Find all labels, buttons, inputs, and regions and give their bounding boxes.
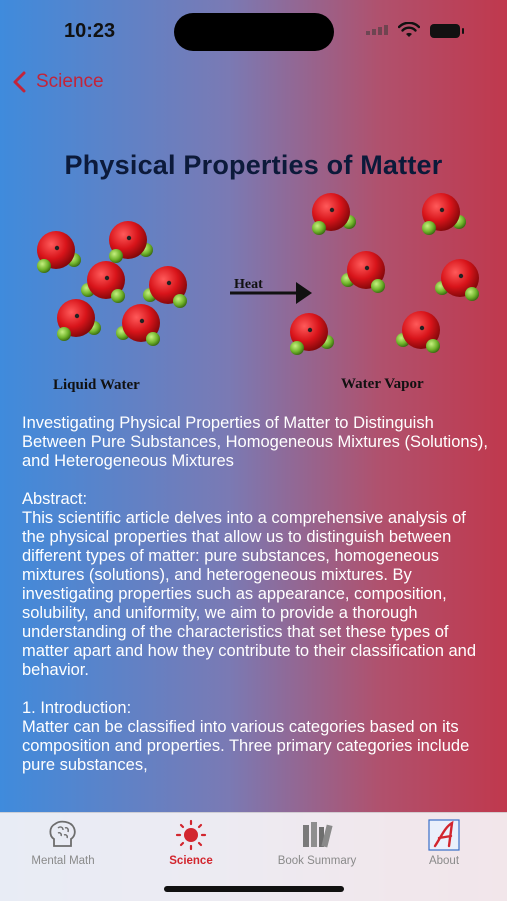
water-molecule	[116, 304, 160, 346]
water-molecule	[422, 193, 466, 235]
hydrogen-atom	[465, 287, 479, 301]
oxygen-label-dot	[420, 326, 424, 330]
oxygen-label-dot	[440, 208, 444, 212]
back-button[interactable]	[10, 68, 104, 96]
oxygen-label-dot	[55, 246, 59, 250]
water-molecule	[81, 261, 125, 303]
status-bar	[0, 0, 507, 60]
battery-icon	[430, 24, 460, 38]
hydrogen-atom	[57, 327, 71, 341]
oxygen-label-dot	[105, 276, 109, 280]
heat-label: Heat	[234, 277, 263, 292]
water-molecule	[435, 259, 479, 301]
home-indicator	[164, 886, 344, 892]
hydrogen-atom	[109, 249, 123, 263]
oxygen-label-dot	[365, 266, 369, 270]
water-phase-illustration	[16, 190, 496, 400]
hydrogen-atom	[422, 221, 436, 235]
water-molecule	[290, 313, 334, 355]
abstract-paragraph: Abstract: This scientific article delves into a comprehensive analysis of the physical properties that allow us to distinguish between different types of matter: pure substances, homogeneous mixtures (solutions), and heterogeneous mixtures. By investigating properties such as appearance, composition, solubility, and uniformity, we aim to provide a thorough understanding of the characteristics that set these types of matter apart and how they contribute to their classification and behavior.	[22, 490, 476, 679]
tab-book-summary[interactable]	[262, 819, 372, 867]
chevron-left-icon	[10, 70, 30, 94]
back-button-label: Science	[36, 71, 104, 92]
books-icon	[300, 819, 334, 851]
water-molecule	[312, 193, 356, 235]
wifi-icon	[398, 22, 420, 38]
brain-icon	[46, 819, 80, 851]
article-heading-paragraph: Investigating Physical Properties of Matter to Distinguish Between Pure Substances, Homogeneous Mixtures (Solutions), and Heterogeneous Mixtures	[22, 414, 488, 470]
tab-mental-math[interactable]	[8, 819, 118, 867]
water-molecules	[37, 193, 479, 355]
tab-science-label: Science	[169, 855, 213, 867]
tab-about-label: About	[428, 855, 460, 867]
cellular-signal-icon	[366, 25, 388, 35]
tab-book-summary-label: Book Summary	[277, 855, 357, 867]
article-body	[22, 414, 490, 794]
water-molecule	[396, 311, 440, 353]
letter-a-icon	[427, 819, 461, 851]
water-molecule	[143, 266, 187, 308]
oxygen-label-dot	[75, 314, 79, 318]
hydrogen-atom	[371, 279, 385, 293]
liquid-water-label: Liquid Water	[53, 377, 140, 393]
page-title: Physical Properties of Matter	[64, 150, 443, 180]
tab-about[interactable]	[389, 819, 499, 867]
hydrogen-atom	[146, 332, 160, 346]
water-molecule	[341, 251, 385, 293]
hydrogen-atom	[290, 341, 304, 355]
water-vapor-label: Water Vapor	[341, 376, 424, 392]
introduction-paragraph: 1. Introduction: Matter can be classified into various categories based on its composition and properties. Three primary categories include pure substances,	[22, 699, 470, 774]
water-molecule	[37, 231, 81, 273]
oxygen-label-dot	[140, 319, 144, 323]
hydrogen-atom	[426, 339, 440, 353]
hydrogen-atom	[37, 259, 51, 273]
water-molecule	[57, 299, 101, 341]
hydrogen-atom	[173, 294, 187, 308]
dynamic-island	[174, 13, 334, 51]
oxygen-label-dot	[308, 328, 312, 332]
oxygen-label-dot	[167, 281, 171, 285]
oxygen-label-dot	[330, 208, 334, 212]
sun-icon	[174, 819, 208, 851]
status-time: 10:23	[64, 20, 116, 42]
oxygen-label-dot	[127, 236, 131, 240]
tab-mental-math-label: Mental Math	[31, 855, 95, 867]
water-molecule	[109, 221, 153, 263]
tab-science[interactable]	[136, 819, 246, 867]
hydrogen-atom	[312, 221, 326, 235]
oxygen-label-dot	[459, 274, 463, 278]
hydrogen-atom	[111, 289, 125, 303]
